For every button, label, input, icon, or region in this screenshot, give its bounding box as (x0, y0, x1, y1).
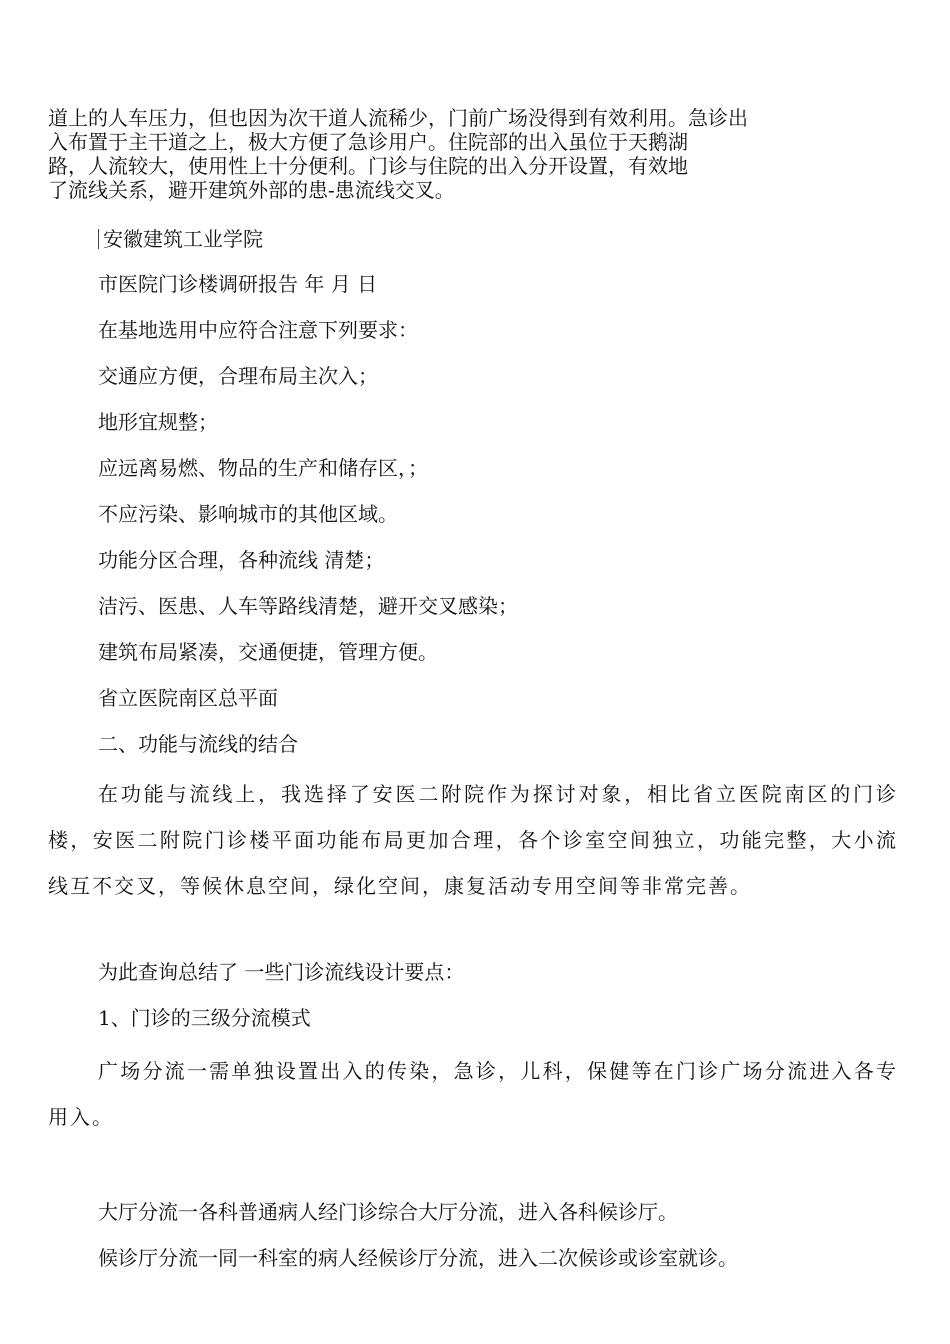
paragraph-function: 在功能与流线上，我选择了安医二附院作为探讨对象，相比省立医院南区的门诊楼，安医二附院门诊楼平面功能布局更加合理，各个诊室空间独立，功能完整，大小流线互不交叉，等候休息空间，绿化空间，康复活动专用空间等非常完善。 (48, 782, 898, 898)
section-title: 二、功能与流线的结合 (98, 732, 298, 756)
hall-line: 大厅分流一各科普通病人经门诊综合大厅分流，进入各科候诊厅。 (98, 1200, 678, 1224)
requirement-item: 建筑布局紧凑，交通便捷，管理方便。 (98, 640, 438, 664)
requirements-intro: 在基地选用中应符合注意下列要求： (98, 318, 418, 342)
waiting-line: 候诊厅分流一同一科室的病人经候诊厅分流，进入二次候诊或诊室就诊。 (98, 1246, 738, 1270)
requirement-item: 不应污染、影响城市的其他区域。 (98, 502, 398, 526)
requirement-item: 应远离易燃、物品的生产和储存区，； (98, 456, 428, 480)
top-line: 了流线关系，避开建筑外部的患-患流线交叉。 (48, 178, 455, 202)
requirement-item: 洁污、医患、人车等路线清楚，避开交叉感染； (98, 594, 518, 618)
top-line: 入布置于主干道之上，极大方便了急诊用户。住院部的出入虽位于天鹅湖 (48, 130, 688, 154)
requirement-item: 功能分区合理，各种流线 清楚； (98, 548, 385, 572)
top-line: 道上的人车压力，但也因为次干道人流稀少，门前广场没得到有效利用。急诊出 (48, 106, 748, 130)
requirement-item: 交通应方便，合理布局主次入； (98, 364, 378, 388)
top-line: 路，人流较大，使用性上十分便利。门诊与住院的出入分开设置，有效地 (48, 154, 688, 178)
subsection-title: 1、门诊的三级分流模式 (98, 1006, 311, 1030)
summary-intro: 为此查询总结了 一些门诊流线设计要点： (98, 960, 465, 984)
requirement-item: 省立医院南区总平面 (98, 686, 278, 710)
header-report: 市医院门诊楼调研报告 年 月 日 (98, 272, 378, 296)
top-paragraph (48, 106, 848, 202)
requirement-item: 地形宜规整； (98, 410, 218, 434)
header-school-text: 安徽建筑工业学院 (103, 227, 263, 251)
header-school (98, 227, 263, 251)
divider-mark (98, 229, 99, 249)
paragraph-square: 广场分流一需单独设置出入的传染，急诊，儿科，保健等在门诊广场分流进入各专用入。 (48, 1059, 898, 1129)
